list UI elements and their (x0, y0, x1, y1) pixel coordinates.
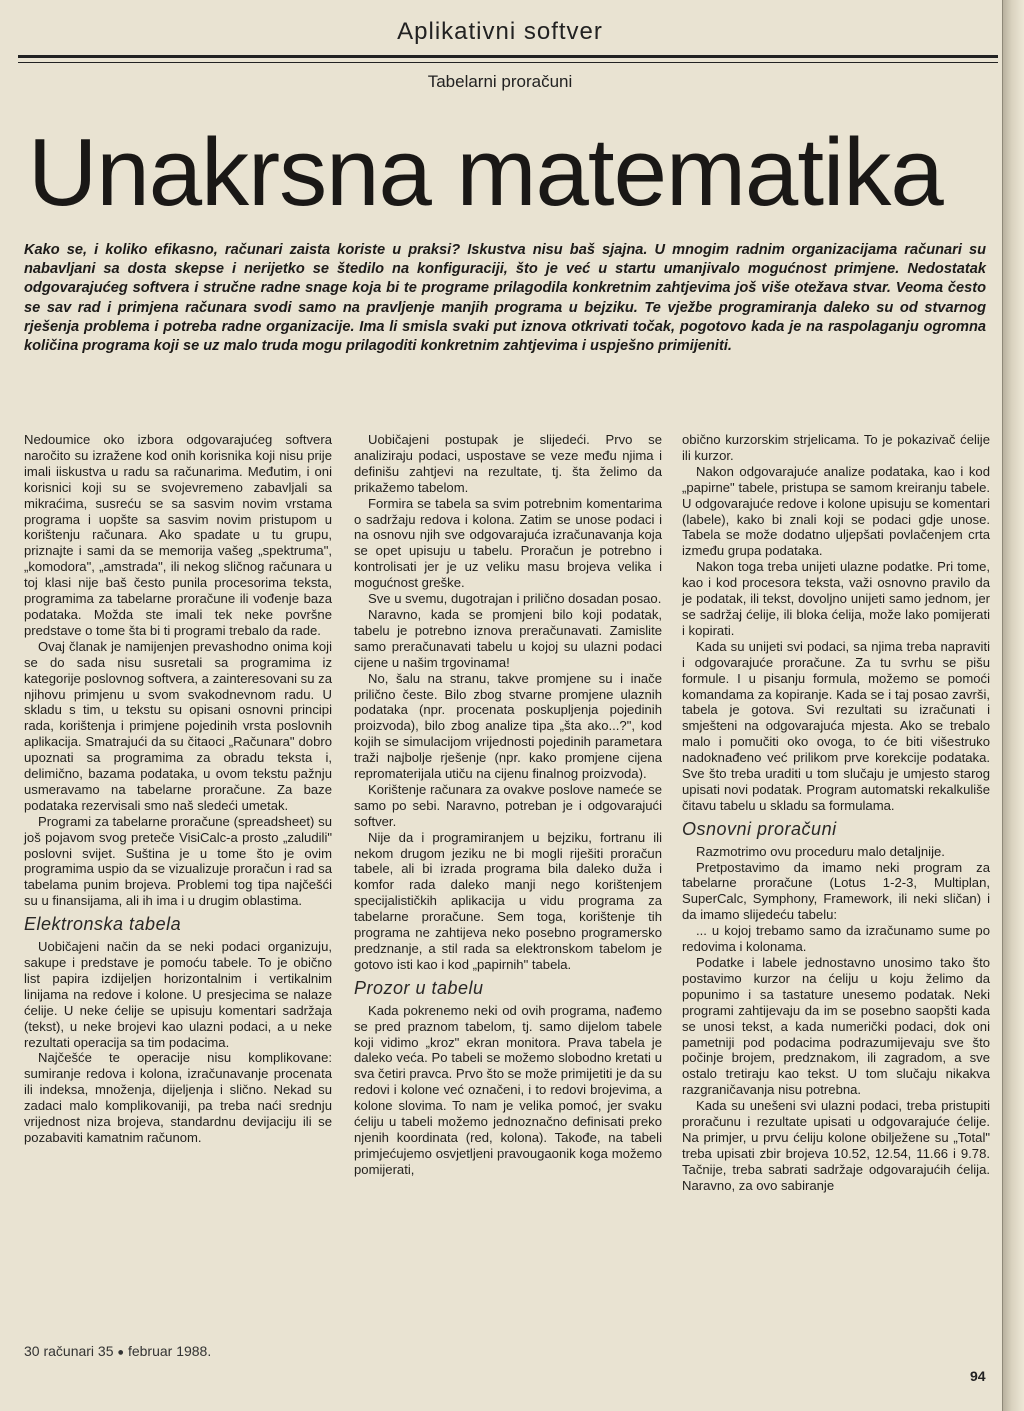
paragraph: Kada pokrenemo neki od ovih programa, nađemo se pred praznom tabelom, tj. samo dijelom tabele koji vidimo „kroz" ekran monitora. Prava tabela je daleko veća. Po tabeli se možemo slobodno kretati u sva četiri pravca. Prvo što se može primijetiti je da su redovi i kolone već označeni, i to redovi brojevima, a kolone slovima. To nam je velika pomoć, jer svaku ćeliju u tabeli možemo jednoznačno definisati preko njenih koordinata (red, kolona). Takođe, na tabeli primjećujemo osvjetljeni pravougaonik koga možemo pomijerati, (354, 1002, 662, 1177)
paragraph: Uobičajeni način da se neki podaci organizuju, sakupe i predstave je pomoću tabele. To je obično list papira izdijeljen horizontalnim i vertikalnim linijama na redove i kolone. U presjecima se nalaze ćelije. U neke ćelije se upisuju komentari sadržaja (tekst), u neke brojevi kao ulazni podaci, a u neke rezultati operacija sa tim podacima. (24, 939, 332, 1050)
column-3 (682, 432, 990, 1194)
column-2 (354, 432, 662, 1178)
paragraph: Ovaj članak je namijenjen prevashodno onima koji se do sada nisu susretali sa programima iz kategorije poslovnog softvera, a zainteresovani su za njihovu primjenu u svom svakodnevnom radu. U skladu s tim, u tekstu su opisani osnovni principi rada, korištenja i primjene pojedinih vrsta poslovnih aplikacija. Smatrajući da su čitaoci „Računara" dobro upoznati sa programima za obradu teksta i, delimično, bazama podataka, u ovom tekstu pažnju usmeravamo na tabelarne proračune. Za baze podataka rezervisali smo naš sledeći umetak. (24, 638, 332, 813)
paragraph: Nakon toga treba unijeti ulazne podatke. Pri tome, kao i kod procesora teksta, važi osnovno pravilo da je podatak, ili tekst, dovoljno unijeti samo jednom, jer se sadržaj ćelije, ili bloka ćelija, može lako pomijerati i kopirati. (682, 559, 990, 638)
subheading: Prozor u tabelu (354, 977, 484, 998)
subheading: Osnovni proračuni (682, 818, 837, 839)
issue-date: februar 1988. (127, 1343, 212, 1359)
article-title: Unakrsna matematika (28, 119, 943, 226)
issue-number: 30 računari 35 (24, 1343, 114, 1359)
article-lead: Kako se, i koliko efikasno, računari zaista koriste u praksi? Iskustva nisu baš sjajna. U mnogim radnim organizacijama računari su nabavljani sa dosta skepse i nerijetko se štedilo na konfiguraciji, što je već u startu umanjivalo mogućnost primjene. Nedostatak odgovarajućeg softvera i stručne radne snage koja bi te programe prilagodila konkretnim zahtjevima još više otežava stvar. Veoma često se sav rad i primjena računara svodi samo na pravljenje manjih programa u bejziku. Te vježbe programiranja daleko su od stvarnog rješenja problema i potreba radne organizacije. Ima li smisla svaki put iznova otkrivati točak, pogotovo kada je na raspolaganju ogromna količina programa koji se uz malo truda mogu prilagoditi konkretnim zahtjevima i uspješno primijeniti. (24, 242, 986, 355)
subheading: Elektronska tabela (24, 914, 182, 935)
subsection-header: Tabelarni proračuni (427, 72, 573, 91)
paragraph: Nije da i programiranjem u bejziku, fortranu ili nekom drugom jeziku ne bi mogli riješiti proračun tabele, ali bi izrada programa bila daleko duža i komfor rada daleko manji nego korištenjem specijalističkih aplikacija u vidu programa za tabelarne proračune. Sem toga, korištenje tih programa ne zahtijeva neko posebno programersko predznanje, a stil rada sa elektronskom tabelom je gotovo isti kao i kod „papirnih" tabela. (354, 829, 662, 972)
header-rule-thin (18, 62, 998, 63)
paragraph: Kada su unešeni svi ulazni podaci, treba pristupiti proračunu i rezultate upisati u odgovarajuće ćelije. Na primjer, u prvu ćeliju kolone obilježene su „Total" treba upisati zbir brojeva 10.52, 12.54, 11.66 i 9.78. Tačnije, treba sabrati sadržaje odgovarajućih ćelija. Naravno, za ovo sabiranje (682, 1098, 990, 1193)
section-header: Aplikativni softver (397, 18, 603, 45)
paragraph: Kada su unijeti svi podaci, sa njima treba napraviti i odgovarajuće proračune. Za tu svrhu se pišu formule. I u pisanju formula, možemo se pomoći komandama za kopiranje. Kada se i taj posao završi, tabela je gotova. Svi rezultati su izračunati i smješteni na odgovarajuća mjesta. Ako se trebalo malo i pomučiti oko ovoga, to će biti višestruko nadoknađeno već prilikom prve korekcije podataka. Sve što treba uraditi u tom slučaju je umjesto starog upisati novi podatak. Program automatski rekalkuliše čitavu tabelu u skladu sa formulama. (682, 638, 990, 813)
bullet-icon: ● (117, 1346, 125, 1359)
header-rule-thick (18, 55, 998, 58)
paragraph: Podatke i labele jednostavno unosimo tako što postavimo kurzor na ćeliju u koju želimo da popunimo i sa tastature unesemo podatak. Neki programi zahtijevaju da im se posebno saopšti kada se unosi tekst, a kada numerički podaci, dok oni pametniji pod podacima podrazumijevaju sve što počinje brojem, predznakom, ili zagradom, a sve ostalo tretiraju kao tekst. U tom slučaju nikakva razgraničavanja nisu potrebna. (682, 955, 990, 1098)
paragraph: Nakon odgovarajuće analize podataka, kao i kod „papirne" tabele, pristupa se samom kreiranju tabele. U odgovarajuće redove i kolone upisuju se komentari (labele), kako bi znali koji se podaci gdje unose. Tabela se može dodatno uljepšati povlačenjem crta između grupa podataka. (682, 463, 990, 559)
paragraph: Sve u svemu, dugotrajan i prilično dosadan posao. (368, 591, 662, 607)
paragraph: Korištenje računara za ovakve poslove nameće se samo po sebi. Naravno, potreban je i odgovarajući softver. (354, 781, 662, 829)
paragraph: Naravno, kada se promjeni bilo koji podatak, tabelu je potrebno iznova preračunavati. Zamislite samo preračunavati tabelu u kojoj su ulazni podaci cijene u našim trgovinama! (354, 606, 662, 670)
paragraph: Formira se tabela sa svim potrebnim komentarima o sadržaju redova i kolona. Zatim se unose podaci i na osnovu njih sve odgovarajuća izračunavanja koja se opet upisuju u tabelu. Proračun je potrebno i kontrolisati jer je uz veliku masu brojeva velika i mogućnost greške. (354, 495, 662, 591)
page-spine (1002, 0, 1024, 1411)
column-1 (24, 432, 332, 1146)
issue-footer (24, 1343, 211, 1359)
paragraph: Nedoumice oko izbora odgovarajućeg softvera naročito su izražene kod onih korisnika koji nisu prije imali iiskustva u radu sa računarima. Međutim, i oni korisnici koji su se svojevremeno zabavljali sa mikraćima, susreću se sa sasvim novim vrstama programa i uopšte sa sasvim novim pristupom u korištenju računara. Ako spadate u tu grupu, priznajte i sami da se memorija vašeg „spektruma", „komodora", „amstrada", ili nekog sličnog računara u toj klasi nije baš često punila procesorima teksta, programima za tabelarne proračune ili vođenje baza podataka. Možda ste imali tek neke površne predstave o tome šta bi ti programi trebalo da rade. (24, 432, 332, 638)
paragraph: No, šalu na stranu, takve promjene su i inače prilično česte. Bilo zbog stvarne promjene ulaznih podataka (npr. procenata poskupljenja pojedinih proizvoda), bilo zbog analize tipa „šta ako...?", kod kojih se simulacijom vrijednosti pojedinih parametara traži najbolje rješenje (npr. kako promjene cijena repromaterijala utiču na cijenu finalnog proizvoda). (354, 670, 662, 782)
paragraph: Razmotrimo ovu proceduru malo detaljnije. (696, 843, 945, 859)
page-number: 94 (970, 1368, 986, 1384)
paragraph: Uobičajeni postupak je slijedeći. Prvo se analiziraju podaci, uspostave se veze među njima i definišu zahtjevi na rezultate, tj. šta želimo da prikažemo tabelom. (354, 432, 662, 495)
paragraph: obično kurzorskim strjelicama. To je pokazivač ćelije ili kurzor. (682, 432, 990, 463)
paragraph: Pretpostavimo da imamo neki program za tabelarne proračune (Lotus 1-2-3, Multiplan, SuperCalc, Symphony, Framework, ili neki sličan) i da imamo slijedeću tabelu: (682, 859, 990, 923)
paragraph: Najčešće te operacije nisu komplikovane: sumiranje redova i kolona, izračunavanje procenata ili indeksa, množenja, dijeljenja i slično. Nekad su zadaci malo komplikovaniji, pa treba naći srednju vrijednost niza brojeva, standardnu devijaciju ili se pozabaviti kamatnim računom. (24, 1050, 332, 1145)
paragraph: ... u kojoj trebamo samo da izračunamo sume po redovima i kolonama. (682, 923, 990, 955)
paragraph: Programi za tabelarne proračune (spreadsheet) su još pojavom svog preteče VisiCalc-a prosto „zaludili" poslovni svijet. Suština je u tome što je ovim programima uspio da se vizualizuje proračun i rad sa tabelama punim brojeva. Problemi tog tipa najčešći su u finansijama, ali ih ima i u drugim oblastima. (24, 813, 332, 909)
